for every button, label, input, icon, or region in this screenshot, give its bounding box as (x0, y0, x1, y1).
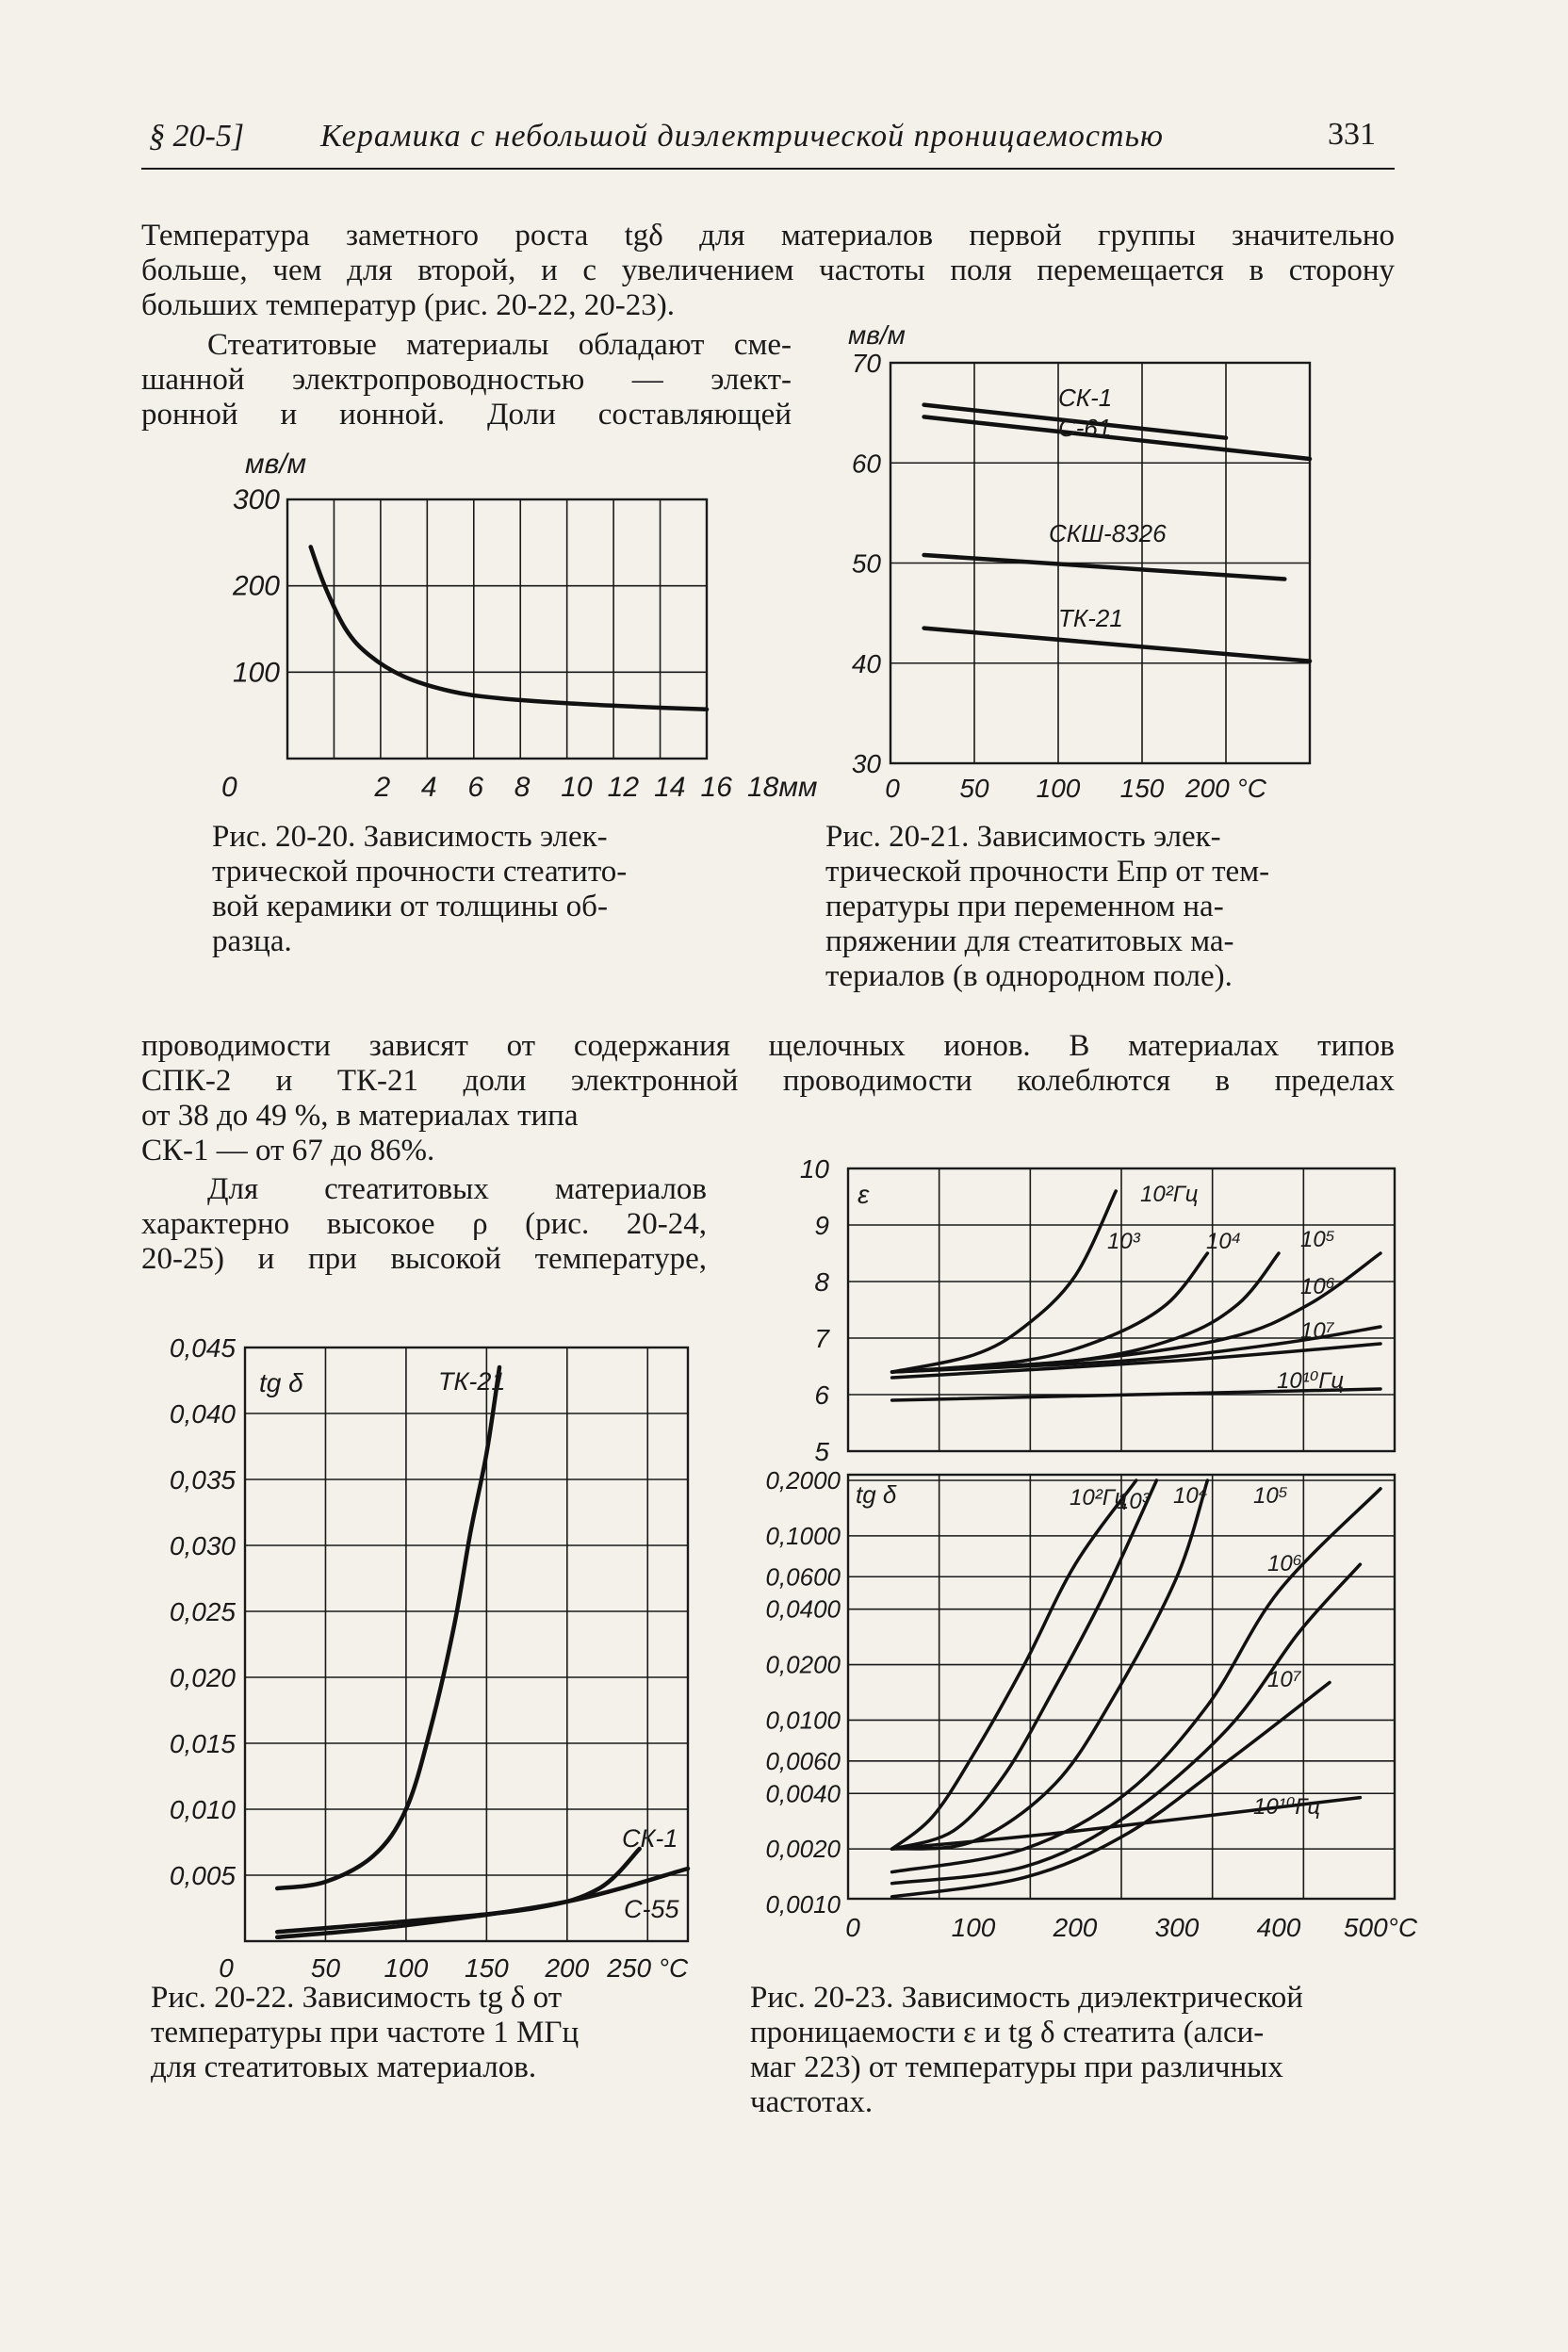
y-tick-label: 0,0400 (765, 1594, 841, 1624)
series-label: 10⁷ (1267, 1667, 1301, 1692)
paragraph-2 (141, 328, 792, 433)
x-tick-label: 12 (607, 772, 640, 803)
x-tick-label: 200 (1053, 1913, 1098, 1942)
series-label: 10⁶ (1267, 1551, 1302, 1576)
caption-line: вой керамики от толщины об- (212, 890, 608, 923)
data-line-скш-8326 (924, 555, 1285, 580)
y-axis-unit: мв/м (848, 320, 906, 350)
paragraph-1 (141, 219, 1395, 323)
x-tick-label: 2 (374, 772, 391, 803)
paragraph-3 (141, 1029, 1395, 1168)
y-tick-label: 9 (814, 1211, 829, 1240)
data-line-strength (311, 547, 707, 709)
caption-line: проницаемости ε и tg δ стеатита (алси- (750, 2016, 1265, 2050)
y-tick-label: 0,015 (169, 1729, 236, 1758)
y-tick-label: 8 (814, 1267, 829, 1297)
caption-line: Рис. 20-20. Зависимость элек- (212, 820, 608, 854)
plot-frame (287, 499, 707, 759)
y-tick-label: 10 (799, 1154, 829, 1184)
series-label: 10⁴ (1173, 1483, 1209, 1509)
caption-fig20-21 (825, 820, 1334, 994)
caption-line: пряжении для стеатитовых ма- (825, 924, 1234, 958)
chart-fig20-20 (221, 443, 818, 803)
x-tick-label: 10 (561, 772, 593, 803)
series-label: СК-1 (1058, 384, 1113, 412)
caption-line: маг 223) от температуры при различных (750, 2050, 1283, 2084)
caption-line: Рис. 20-21. Зависимость элек- (825, 820, 1221, 854)
x-tick-label: 150 (1119, 774, 1165, 803)
y-tick-label: 6 (814, 1380, 829, 1410)
series-label: 10³ (1117, 1489, 1150, 1514)
y-tick-label: 30 (851, 749, 881, 778)
series-label: 10¹⁰Гц (1253, 1794, 1321, 1820)
x-tick-label: 0 (845, 1913, 860, 1942)
y-tick-label: 100 (232, 657, 280, 689)
y-tick-label: 40 (851, 648, 881, 678)
y-tick-label: 0,020 (169, 1663, 236, 1692)
running-header (141, 111, 1395, 170)
x-tick-label: 500°С (1343, 1913, 1418, 1942)
series-label: С-55 (624, 1895, 679, 1923)
y-tick-label: 60 (851, 449, 881, 479)
series-label: 10³ (1107, 1229, 1140, 1254)
caption-line: частотах. (750, 2085, 874, 2119)
x-tick-label: 18мм (747, 772, 818, 803)
y-tick-label: 300 (232, 484, 280, 515)
text-line: больших температур (рис. 20-22, 20-23). (141, 288, 675, 322)
caption-line: температуры при частоте 1 МГц (151, 2016, 580, 2050)
text-line: проводимости зависят от содержания щелочных ионов. В материалах типов (141, 1029, 1395, 1063)
text-line: больше, чем для второй, и с увеличением частоты поля перемещается в сторону (141, 253, 1395, 287)
x-tick-label: 0 (221, 772, 237, 803)
y-axis-label: tg δ (259, 1368, 303, 1397)
y-tick-label: 50 (851, 548, 881, 579)
series-label: СК-1 (622, 1824, 678, 1853)
y-tick-label: 0,025 (169, 1597, 236, 1626)
data-line-с-61 (924, 416, 1310, 459)
y-axis-unit: мв/м (245, 449, 307, 480)
y-tick-label: 0,0040 (765, 1779, 841, 1808)
y-axis-label-eps: ε (858, 1180, 870, 1209)
x-tick-label: 16 (700, 772, 732, 803)
series-label: 10¹⁰Гц (1277, 1368, 1345, 1394)
x-tick-label: 200 (545, 1953, 590, 1983)
chart-fig20-21 (820, 316, 1348, 806)
x-tick-label: 8 (514, 772, 531, 803)
series-label: 10⁵ (1253, 1483, 1288, 1509)
x-tick-label: 0 (219, 1953, 234, 1983)
section-number: § 20-5] (149, 119, 245, 154)
y-tick-label: 0,1000 (765, 1521, 841, 1550)
y-tick-label: 70 (851, 349, 881, 378)
chart-fig20-22 (141, 1324, 707, 1983)
y-tick-label: 0,0020 (765, 1835, 841, 1864)
y-tick-label: 0,2000 (765, 1466, 841, 1494)
caption-line: для стеатитовых материалов. (151, 2050, 537, 2084)
caption-line: Рис. 20-22. Зависимость tg δ от (151, 1981, 563, 2015)
y-tick-label: 200 (232, 570, 280, 602)
text-line: Стеатитовые материалы обладают сме- (207, 328, 792, 362)
y-tick-label: 5 (814, 1437, 829, 1466)
caption-fig20-22 (151, 1981, 716, 2085)
caption-fig20-20 (212, 820, 740, 959)
y-tick-label: 0,035 (169, 1465, 236, 1494)
series-label: 10⁷ (1300, 1318, 1334, 1344)
caption-fig20-23 (750, 1981, 1410, 2120)
x-tick-label: 300 (1154, 1913, 1200, 1942)
y-tick-label: 0,040 (169, 1399, 236, 1429)
x-tick-label: 400 (1256, 1913, 1301, 1942)
text-line: шанной электропроводностью — элект- (141, 363, 792, 397)
x-tick-label: 200 °С (1185, 774, 1266, 803)
series-label: 10²Гц (1140, 1182, 1199, 1207)
x-tick-label: 100 (951, 1913, 996, 1942)
x-tick-label: 50 (310, 1953, 341, 1983)
series-label: 10⁴ (1206, 1229, 1242, 1254)
y-tick-label: 0,005 (169, 1861, 236, 1890)
caption-line: териалов (в однородном поле). (825, 959, 1233, 993)
y-tick-label: 0,0600 (765, 1562, 841, 1592)
series-label: 10⁶ (1300, 1274, 1335, 1299)
text-line: Для стеатитовых материалов (207, 1172, 707, 1206)
text-line: характерно высокое ρ (рис. 20-24, (141, 1207, 707, 1241)
series-label: ТК-21 (1058, 604, 1123, 632)
y-tick-label: 0,0060 (765, 1746, 841, 1775)
y-tick-label: 0,010 (169, 1795, 236, 1824)
series-label: СКШ-8326 (1049, 519, 1167, 547)
series-label: 10²Гц (1070, 1485, 1128, 1511)
text-line: ронной и ионной. Доли составляющей (141, 398, 792, 432)
series-label: ТК-21 (438, 1367, 506, 1396)
y-tick-label: 0,045 (169, 1333, 236, 1363)
x-tick-label: 14 (654, 772, 686, 803)
x-tick-label: 50 (959, 774, 989, 803)
caption-line: трической прочности стеатито- (212, 855, 628, 889)
caption-line: Рис. 20-23. Зависимость диэлектрической (750, 1981, 1303, 2015)
caption-line: трической прочности Eпр от тем- (825, 855, 1270, 889)
x-tick-label: 250 °С (607, 1953, 689, 1983)
text-line: 20-25) и при высокой температуре, (141, 1242, 707, 1276)
x-tick-label: 100 (1036, 774, 1081, 803)
data-line-тк-21 (277, 1367, 499, 1888)
caption-line: разца. (212, 924, 292, 958)
page-number: 331 (1328, 117, 1376, 152)
x-tick-label: 100 (384, 1953, 429, 1983)
data-line-тк-21 (924, 629, 1310, 662)
x-tick-label: 150 (465, 1953, 509, 1983)
text-line: от 38 до 49 %, в материалах типа (141, 1099, 579, 1133)
text-line: СПК-2 и ТК-21 доли электронной проводимости колеблются в пределах (141, 1064, 1395, 1098)
caption-line: пературы при переменном на- (825, 890, 1224, 923)
x-tick-label: 0 (885, 774, 900, 803)
y-tick-label: 0,0200 (765, 1650, 841, 1679)
x-tick-label: 6 (467, 772, 484, 803)
y-tick-label: 0,0010 (765, 1890, 841, 1919)
y-tick-label: 0,030 (169, 1531, 236, 1560)
data-line-10- (892, 1253, 1279, 1372)
series-label: 10⁵ (1300, 1227, 1335, 1252)
y-axis-label-tg: tg δ (856, 1480, 897, 1509)
paragraph-4 (141, 1172, 707, 1277)
data-line-10- (892, 1253, 1380, 1372)
y-tick-label: 0,0100 (765, 1706, 841, 1735)
series-label: С-61 (1058, 414, 1112, 442)
text-line: Температура заметного роста tgδ для материалов первой группы значительно (141, 219, 1395, 253)
text-line: СК-1 — от 67 до 86%. (141, 1134, 435, 1168)
x-tick-label: 4 (420, 772, 437, 803)
chart-fig20-23 (744, 1154, 1418, 1965)
running-title: Керамика с небольшой диэлектрической проницаемостью (320, 119, 1164, 154)
y-tick-label: 7 (814, 1324, 829, 1353)
